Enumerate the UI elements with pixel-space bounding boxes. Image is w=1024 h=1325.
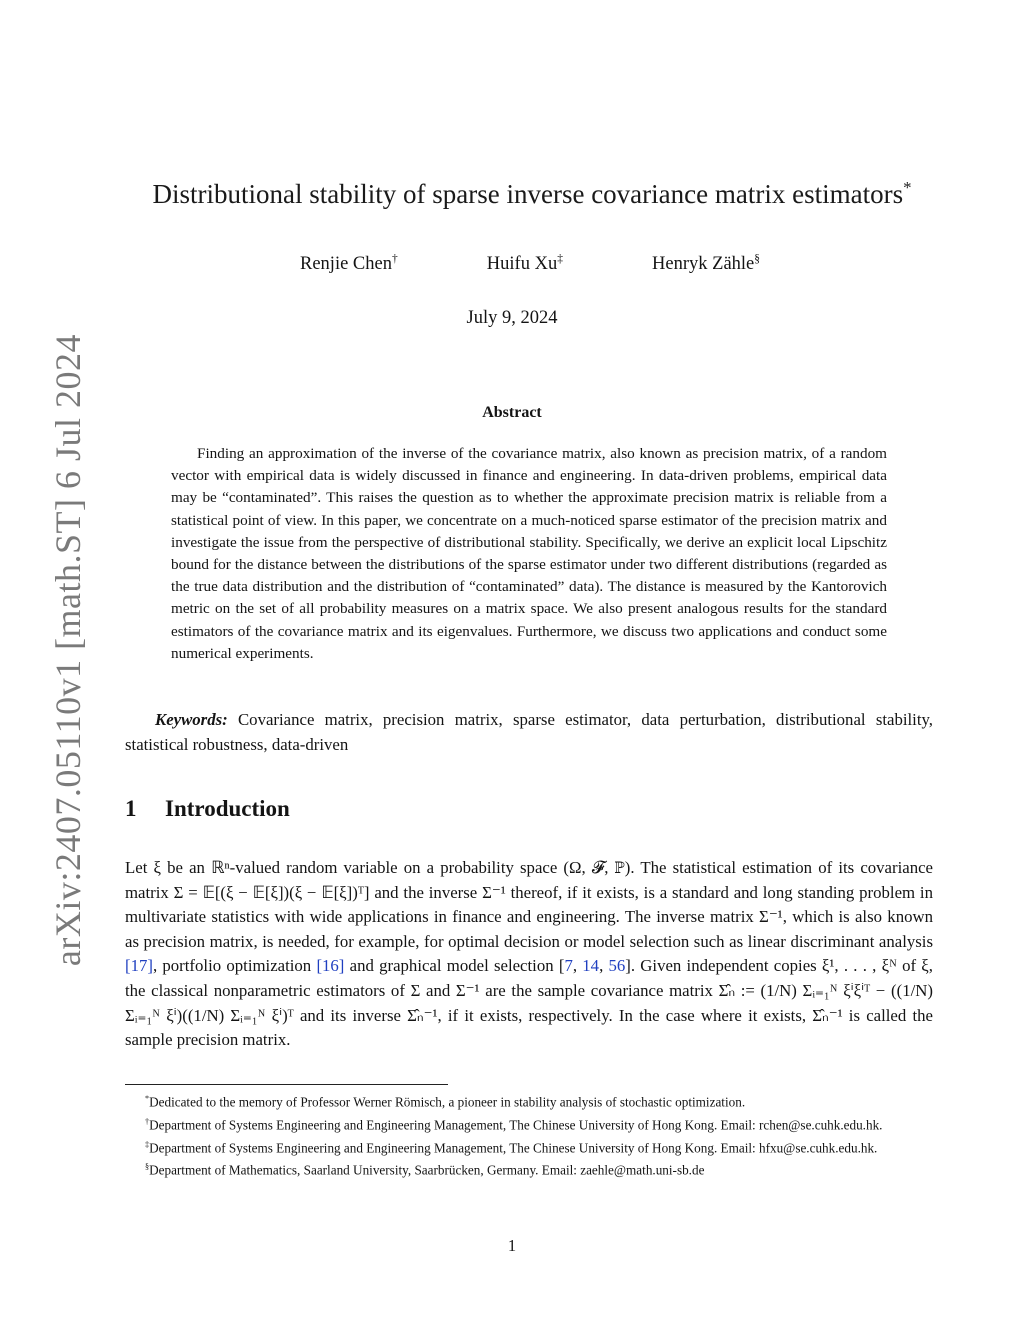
author-mark: ‡ bbox=[557, 253, 563, 265]
paper-title bbox=[100, 178, 964, 210]
keywords-label: Keywords: bbox=[155, 710, 228, 729]
abstract-body: Finding an approximation of the inverse of the covariance matrix, also known as precision matrix, of a random vector with empirical data is widely discussed in finance and engineering. In data-driven problems, empirical data may be “contaminated”. This raises the question as to whether the approximate precision matrix is reliable from a statistical point of view. In this paper, we concentrate on a much-noticed sparse estimator of the precision matrix and investigate the issue from the perspective of distributional stability. Specifically, we derive an explicit local Lipschitz bound for the distance between the distributions of the sparse estimator under two different distributions (regarded as the true data distribution and the distribution of “contaminated” data). The distance is measured by the Kantorovich metric on the set of all probability measures on a matrix space. We also present analogous results for the standard estimators of the covariance matrix and its eigenvalues. Furthermore, we discuss two applications and conduct some numerical experiments. bbox=[171, 445, 887, 662]
page-number: 1 bbox=[507, 1236, 517, 1255]
intro-text: Let ξ be an ℝⁿ-valued random variable on a probability space (Ω, 𝓕, ℙ). The statistical estimation of its covariance matrix Σ = 𝔼[(ξ − 𝔼[ξ])(ξ − 𝔼[ξ])ᵀ] and the inverse Σ⁻¹ thereof, if it exists, is a standard and long standing problem in multivariate statistics with wide applications in finance and engineering. The inverse matrix Σ⁻¹, which is also known as precision matrix, is needed, for example, for optimal decision or model selection such as linear discriminant analysis bbox=[125, 858, 933, 951]
author bbox=[300, 253, 398, 275]
author-name: Renjie Chen bbox=[300, 254, 392, 275]
arxiv-stamp-text: arXiv:2407.05110v1 [math.ST] 6 Jul 2024 bbox=[48, 333, 88, 967]
author-name: Henryk Zähle bbox=[652, 254, 755, 275]
author-mark: † bbox=[391, 253, 398, 265]
title-footnote-mark: * bbox=[903, 178, 912, 197]
keywords-text: Covariance matrix, precision matrix, sparse estimator, data perturbation, distributional stability, statistical robustness, data-driven bbox=[125, 710, 933, 754]
footnote-divider bbox=[125, 1084, 448, 1085]
citation-link[interactable]: 56 bbox=[608, 956, 626, 976]
author-name: Huifu Xu bbox=[486, 254, 558, 275]
keywords bbox=[125, 707, 933, 757]
footnote bbox=[125, 1135, 933, 1158]
author bbox=[487, 253, 563, 275]
citation-link[interactable]: 14 bbox=[582, 956, 600, 976]
footnote bbox=[125, 1089, 933, 1112]
footnote-text: Department of Systems Engineering and Engineering Management, The Chinese University of Hong Kong. Email: hfxu@se.cuhk.edu.hk. bbox=[149, 1139, 878, 1155]
citation-link[interactable]: 7 bbox=[564, 956, 573, 976]
footnote-text: Department of Mathematics, Saarland University, Saarbrücken, Germany. Email: zaehle@math.uni-sb.de bbox=[149, 1162, 705, 1178]
section-title: Introduction bbox=[165, 796, 290, 821]
footnote-text: Dedicated to the memory of Professor Werner Römisch, a pioneer in stability analysis of stochastic optimization. bbox=[149, 1094, 746, 1110]
author bbox=[652, 253, 760, 275]
paper-title-text: Distributional stability of sparse inverse covariance matrix estimators bbox=[152, 179, 904, 209]
footnotes bbox=[125, 1089, 933, 1180]
intro-text: and graphical model selection [ bbox=[344, 956, 565, 976]
intro-text: ]. Given independent copies ξ¹, . . . , ξᴺ of ξ, the classical nonparametric estimators of Σ and Σ⁻¹ are the sample covariance matrix Σ̂ₙ := (1/N) Σᵢ₌₁ᴺ ξⁱξⁱᵀ − ((1/N) Σᵢ₌₁ᴺ ξⁱ)((1/N) Σᵢ₌₁ᴺ ξⁱ)ᵀ and its inverse Σ̂ₙ⁻¹, if it exists, respectively. In the case where it exists, Σ̂ₙ⁻¹ is called the sample precision matrix. bbox=[125, 956, 933, 1050]
footnote-mark: ‡ bbox=[145, 1139, 150, 1149]
footnote-mark: † bbox=[145, 1116, 150, 1126]
footnote-mark: * bbox=[145, 1094, 150, 1103]
citation-link[interactable]: [17] bbox=[125, 956, 153, 976]
footnote-text: Department of Systems Engineering and Engineering Management, The Chinese University of Hong Kong. Email: rchen@se.cuhk.edu.hk. bbox=[149, 1117, 883, 1133]
intro-paragraph: Let ξ be an ℝⁿ-valued random variable on a probability space (Ω, 𝓕, ℙ). The statistical estimation of its covariance matrix Σ = 𝔼[(ξ − 𝔼[ξ])(ξ − 𝔼[ξ])ᵀ] and the inverse Σ⁻¹ thereof, if it exists, is a standard and long standing problem in multivariate statistics with wide applications in finance and engineering. The inverse matrix Σ⁻¹, which is also known as precision matrix, is needed, for example, for optimal decision or model selection such as linear discriminant analysis [17], portfolio optimization [16] and graphical model selection [7, 14, 56]. Given independent copies ξ¹, . . . , ξᴺ of ξ, the classical nonparametric estimators of Σ and Σ⁻¹ are the sample covariance matrix Σ̂ₙ := (1/N) Σᵢ₌₁ᴺ ξⁱξⁱᵀ − ((1/N) Σᵢ₌₁ᴺ ξⁱ)((1/N) Σᵢ₌₁ᴺ ξⁱ)ᵀ and its inverse Σ̂ₙ⁻¹, if it exists, respectively. In the case where it exists, Σ̂ₙ⁻¹ is called the sample precision matrix. bbox=[125, 858, 933, 1050]
citation-link[interactable]: [16] bbox=[316, 956, 345, 976]
paper-date: July 9, 2024 bbox=[466, 308, 558, 328]
footnote bbox=[125, 1157, 933, 1180]
section-heading bbox=[125, 796, 290, 822]
author-mark: § bbox=[754, 253, 760, 265]
footnote bbox=[125, 1112, 933, 1135]
author-list bbox=[300, 253, 760, 275]
intro-text: , portfolio optimization bbox=[152, 956, 317, 976]
footnote-mark: § bbox=[145, 1162, 150, 1172]
abstract-heading: Abstract bbox=[482, 404, 542, 421]
section-number: 1 bbox=[125, 796, 137, 821]
